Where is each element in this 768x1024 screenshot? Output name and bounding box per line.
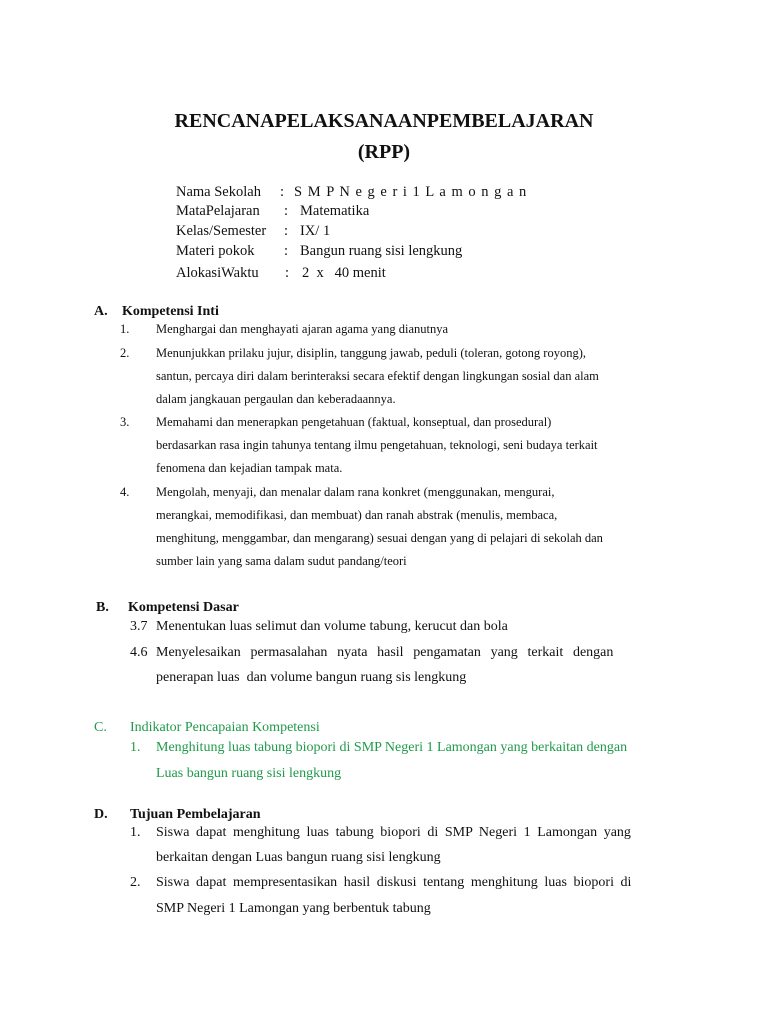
list-item-text: dalam jangkauan pergaulan dan keberadaannya. [156, 392, 396, 406]
list-item-text: penerapan luas dan volume bangun ruang sis lengkung [156, 670, 467, 685]
list-item-text: sumber lain yang sama dalam sudut pandang/teori [156, 554, 407, 568]
info-value-topic: Bangun ruang sisi lengkung [300, 243, 463, 259]
list-number: 4.6 [130, 645, 148, 660]
info-label-school: Nama Sekolah [176, 184, 261, 200]
info-sep-school: : [280, 184, 285, 200]
section-letter: D. [94, 807, 108, 822]
info-sep-topic: : [284, 243, 289, 259]
list-item-text: santun, percaya diri dalam berinteraksi secara efektif dengan lingkungan sosial dan alam [156, 369, 599, 383]
info-value-subject: Matematika [300, 203, 370, 219]
section-letter: C. [94, 720, 107, 735]
list-item-text: berkaitan dengan Luas bangun ruang sisi lengkung [156, 850, 441, 865]
info-sep-subject: : [284, 203, 289, 219]
info-value-class: IX/ 1 [300, 223, 331, 239]
list-item-text: Mengolah, menyaji, dan menalar dalam rana konkret (menggunakan, mengurai, [156, 485, 555, 499]
info-label-subject: MataPelajaran [176, 203, 260, 219]
section-letter: A. [94, 304, 108, 319]
list-number: 4. [120, 485, 130, 499]
list-number: 2. [130, 875, 141, 890]
info-label-class: Kelas/Semester [176, 223, 267, 239]
document-subtitle: (RPP) [357, 141, 411, 163]
section-letter: B. [96, 600, 109, 615]
list-item-text: berdasarkan rasa ingin tahunya tentang ilmu pengetahuan, teknologi, seni budaya terkait [156, 438, 598, 452]
list-number: 2. [120, 346, 130, 360]
list-item-text: Siswa dapat mempresentasikan hasil diskusi tentang menghitung luas biopori di [156, 875, 632, 890]
list-item-text: Menghitung luas tabung biopori di SMP Negeri 1 Lamongan yang berkaitan dengan [156, 740, 628, 755]
list-number: 1. [130, 740, 141, 755]
info-label-time: AlokasiWaktu [176, 265, 259, 281]
list-number: 3. [120, 415, 130, 429]
section-title: Indikator Pencapaian Kompetensi [130, 720, 320, 735]
info-label-topic: Materi pokok [176, 243, 255, 259]
info-value-school: S M P N e g e r i 1 L a m o n g a n [294, 184, 528, 200]
list-number: 1. [120, 322, 130, 336]
section-title: Kompetensi Dasar [128, 600, 239, 615]
list-item-text: Menghargai dan menghayati ajaran agama yang dianutnya [156, 322, 449, 336]
list-number: 1. [130, 825, 141, 840]
list-item-text: Siswa dapat menghitung luas tabung biopori di SMP Negeri 1 Lamongan yang [156, 825, 631, 840]
info-sep-class: : [284, 223, 289, 239]
section-title: Kompetensi Inti [122, 304, 219, 319]
list-number: 3.7 [130, 619, 148, 634]
info-value-time: 2 x 40 menit [302, 265, 386, 281]
document-title: RENCANAPELAKSANAANPEMBELAJARAN [174, 110, 594, 132]
list-item-text: merangkai, memodifikasi, dan membuat) dan ranah abstrak (menulis, membaca, [156, 508, 558, 522]
list-item-text: SMP Negeri 1 Lamongan yang berbentuk tabung [156, 901, 431, 916]
list-item-text: Menentukan luas selimut dan volume tabung, kerucut dan bola [156, 619, 508, 634]
list-item-text: fenomena dan kejadian tampak mata. [156, 461, 343, 475]
info-sep-time: : [285, 265, 290, 281]
list-item-text: Memahami dan menerapkan pengetahuan (faktual, konseptual, dan prosedural) [156, 415, 552, 429]
section-title: Tujuan Pembelajaran [130, 807, 261, 822]
list-item-text: menghitung, menggambar, dan mengarang) sesuai dengan yang di pelajari di sekolah dan [156, 531, 603, 545]
list-item-text: Menyelesaikan permasalahan nyata hasil pengamatan yang terkait dengan [156, 645, 614, 660]
list-item-text: Luas bangun ruang sisi lengkung [156, 766, 342, 781]
list-item-text: Menunjukkan prilaku jujur, disiplin, tanggung jawab, peduli (toleran, gotong royong), [156, 346, 586, 360]
